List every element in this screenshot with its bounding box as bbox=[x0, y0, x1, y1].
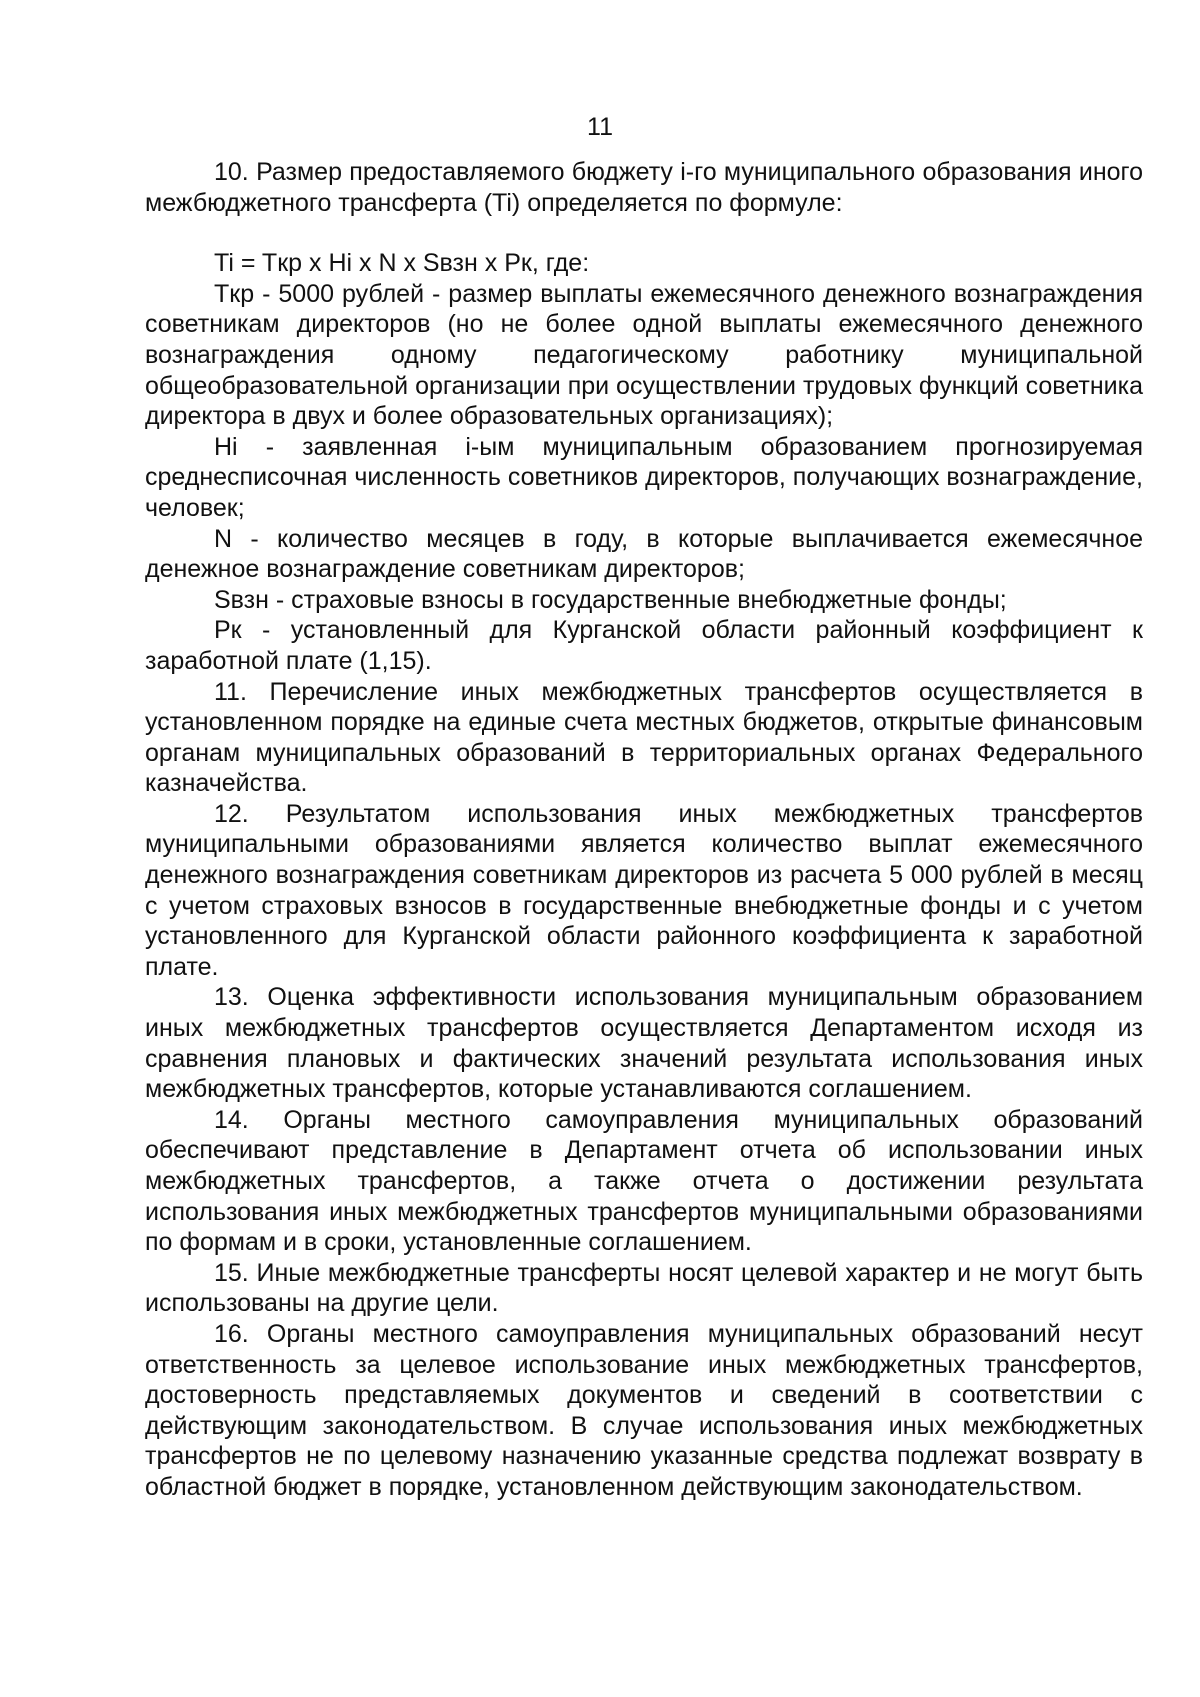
paragraph-10: 10. Размер предоставляемого бюджету i-го муниципального образования иного межбюджетного трансферта (Ti) определяется по формуле: bbox=[145, 158, 1143, 217]
paragraph-13: 13. Оценка эффективности использования муниципальным образованием иных межбюджетных трансфертов осуществляется Департаментом исходя из сравнения плановых и фактических значений результата использования иных межбюджетных трансфертов, которые устанавливаются соглашением. bbox=[145, 983, 1143, 1104]
paragraph-16: 16. Органы местного самоуправления муниципальных образований несут ответственность за целевое использование иных межбюджетных трансфертов, достоверность представляемых документов и сведений в соответствии с действующим законодательством. В случае использования иных межбюджетных трансфертов не по целевому назначению указанные средства подлежат возврату в областной бюджет в порядке, установленном действующим законодательством. bbox=[145, 1319, 1143, 1501]
definition-tkr: Tкр - 5000 рублей - размер выплаты ежемесячного денежного вознаграждения советникам директоров (но не более одной выплаты ежемесячного денежного вознаграждения одному педагогическому работнику муниципальной общеобразовательной организации при осуществлении трудовых функций советника директора в двух и более образовательных организациях); bbox=[145, 279, 1143, 431]
paragraph-14: 14. Органы местного самоуправления муниципальных образований обеспечивают представление в Департамент отчета об использовании иных межбюджетных трансфертов, а также отчета о достижении результата использования иных межбюджетных трансфертов муниципальными образованиями по формам и в сроки, установленные соглашением. bbox=[145, 1105, 1143, 1257]
definition-n: N - количество месяцев в году, в которые выплачивается ежемесячное денежное вознаграждение советникам директоров; bbox=[145, 524, 1143, 584]
paragraph-12: 12. Результатом использования иных межбюджетных трансфертов муниципальными образованиями является количество выплат ежемесячного денежного вознаграждения советникам директоров из расчета 5 000 рублей в месяц с учетом страховых взносов в государственные внебюджетные фонды и с учетом установленного для Курганской области районного коэффициента к заработной плате. bbox=[145, 799, 1143, 981]
document-body bbox=[145, 157, 1143, 1503]
definition-pk: Pк - установленный для Курганской области районный коэффициент к заработной плате (1,15). bbox=[145, 616, 1143, 675]
paragraph-15: 15. Иные межбюджетные трансферты носят целевой характер и не могут быть использованы на другие цели. bbox=[145, 1258, 1143, 1318]
definition-hi: Hi - заявленная i-ым муниципальным образованием прогнозируемая среднесписочная численность советников директоров, получающих вознаграждение, человек; bbox=[145, 432, 1143, 522]
page-number: 11 bbox=[587, 113, 613, 141]
formula-line: Ti = Tкр x Hi x N x Sвзн x Pк, где: bbox=[214, 249, 590, 278]
paragraph-11: 11. Перечисление иных межбюджетных трансфертов осуществляется в установленном порядке на единые счета местных бюджетов, открытые финансовым органам муниципальных образований в территориальных органах Федерального казначейства. bbox=[145, 677, 1143, 798]
definition-svzn: Sвзн - страховые взносы в государственные внебюджетные фонды; bbox=[214, 585, 1007, 614]
